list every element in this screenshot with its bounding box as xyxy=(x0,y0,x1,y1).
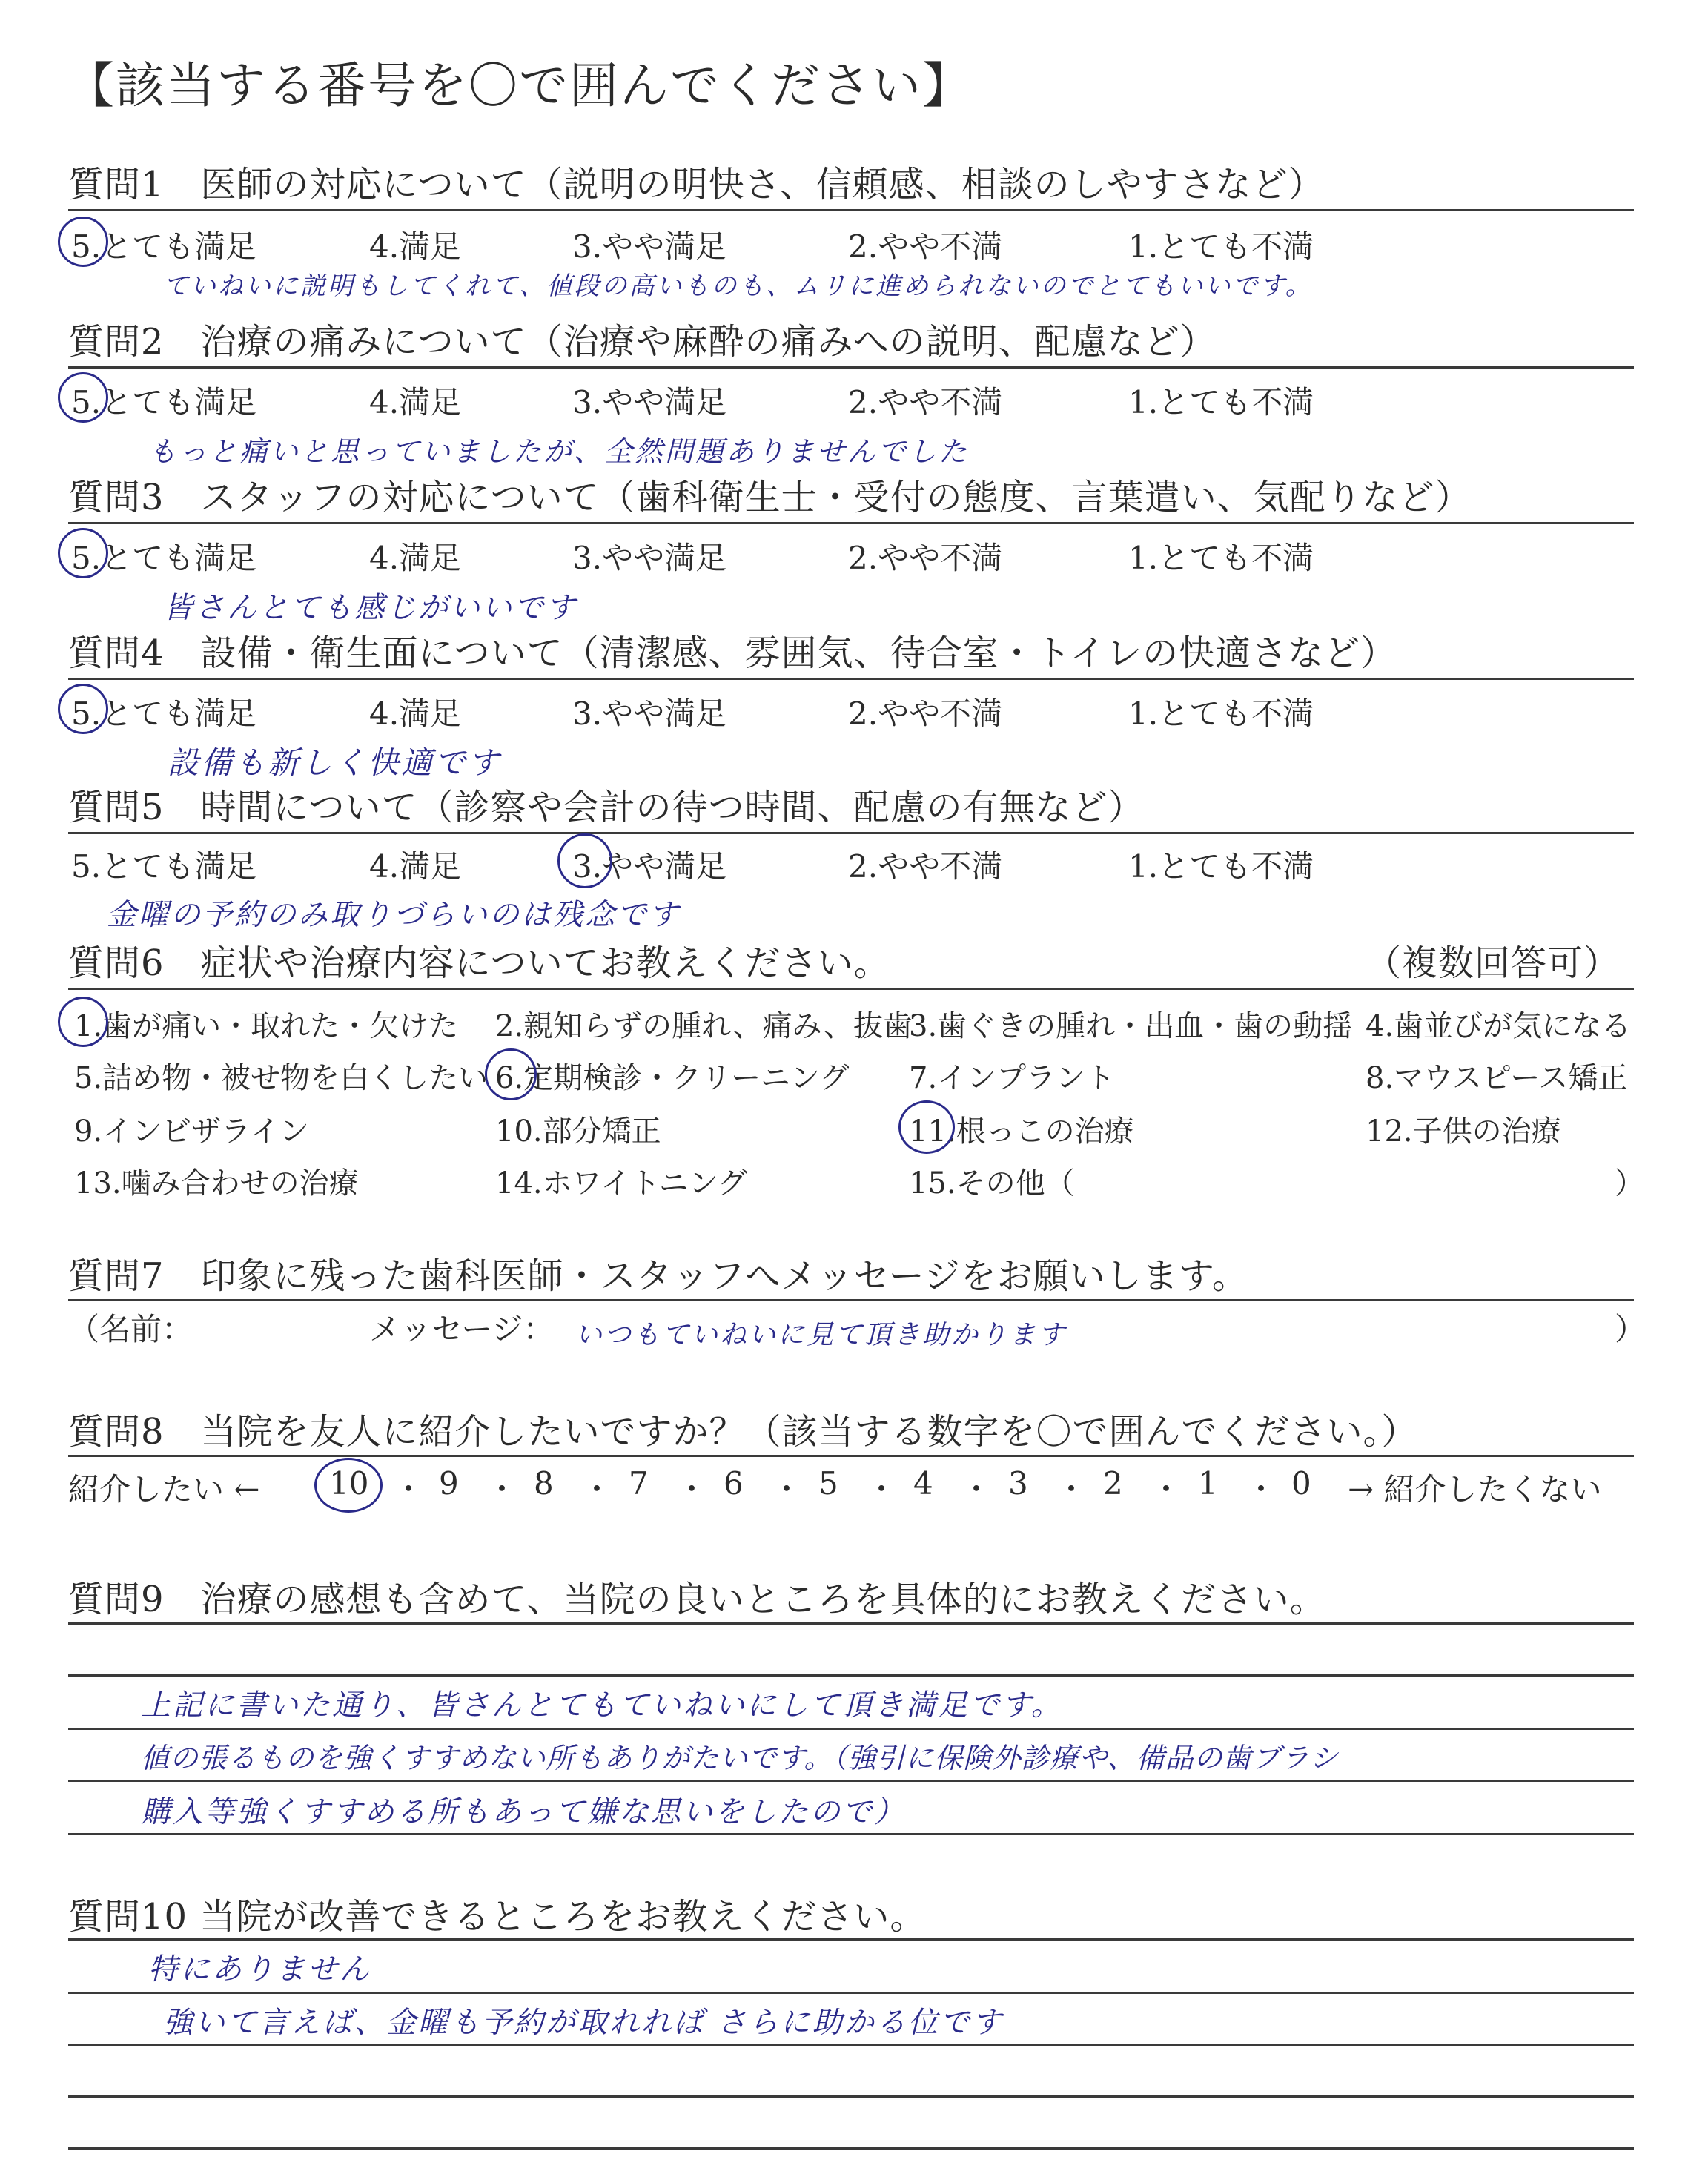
q1-selection-circle xyxy=(58,217,108,267)
q9-answer-line-1: 上記に書いた通り、皆さんとてもていねいにして頂き満足です。 xyxy=(141,1688,1063,1723)
q5-option-2[interactable]: 2.やや不満 xyxy=(848,848,1003,885)
q5-option-4[interactable]: 4.満足 xyxy=(369,848,462,885)
q3-selection-circle xyxy=(58,528,108,578)
q9-rule-4 xyxy=(68,1780,1634,1782)
q3-comment: 皆さんとても感じがいいです xyxy=(163,591,577,625)
q1-option-2[interactable]: 2.やや不満 xyxy=(848,228,1003,265)
q8-separator: ・ xyxy=(581,1471,613,1507)
q2-divider xyxy=(68,366,1634,369)
q4-divider xyxy=(68,678,1634,680)
q8-option-2[interactable]: 2 xyxy=(1103,1465,1123,1502)
q2-option-3[interactable]: 3.やや満足 xyxy=(572,384,727,420)
q2-comment: もっと痛いと思っていましたが、全然問題ありませんでした xyxy=(148,435,970,468)
q2-option-1[interactable]: 1.とても不満 xyxy=(1128,384,1314,420)
q4-option-5[interactable]: 5.とても満足 xyxy=(71,696,257,732)
page-title: 【該当する番号を〇で囲んでください】 xyxy=(65,57,973,114)
q8-option-3[interactable]: 3 xyxy=(1008,1465,1028,1502)
q8-separator: ・ xyxy=(1245,1471,1277,1507)
q3-option-5[interactable]: 5.とても満足 xyxy=(71,540,257,576)
q10-rule-2 xyxy=(68,1992,1634,1994)
q7-divider xyxy=(68,1299,1634,1301)
q5-option-1[interactable]: 1.とても不満 xyxy=(1128,848,1314,885)
q10-heading: 質問10 当院が改善できるところをお教えください。 xyxy=(68,1896,927,1938)
q6-option-11[interactable]: 11.根っこの治療 xyxy=(909,1114,1134,1149)
q8-separator: ・ xyxy=(1151,1471,1182,1507)
q10-rule-1 xyxy=(68,1938,1634,1941)
q2-option-4[interactable]: 4.満足 xyxy=(369,384,462,420)
q10-rule-5 xyxy=(68,2147,1634,2150)
q7-message-text[interactable]: いつもていねいに見て頂き助かります xyxy=(575,1320,1068,1350)
q6-option-15[interactable]: 15.その他（ xyxy=(909,1166,1075,1200)
q6-option-10[interactable]: 10.部分矯正 xyxy=(495,1114,661,1149)
q8-divider xyxy=(68,1455,1634,1457)
q8-option-7[interactable]: 7 xyxy=(629,1465,649,1502)
q6-option-14[interactable]: 14.ホワイトニング xyxy=(495,1166,748,1200)
q6-option-13[interactable]: 13.噛み合わせの治療 xyxy=(74,1166,359,1200)
q5-divider xyxy=(68,832,1634,834)
q7-message-label: メッセージ： xyxy=(369,1311,555,1347)
q4-option-2[interactable]: 2.やや不満 xyxy=(848,696,1003,732)
q9-rule-5 xyxy=(68,1833,1634,1835)
q4-selection-circle xyxy=(58,684,108,734)
q10-rule-4 xyxy=(68,2095,1634,2098)
q1-option-1[interactable]: 1.とても不満 xyxy=(1128,228,1314,265)
q1-heading: 質問1 医師の対応について（説明の明快さ、信頼感、相談のしやすさなど） xyxy=(68,164,1325,205)
q1-comment: ていねいに説明もしてくれて、値段の高いものも、ムリに進められないのでとてもいいです。 xyxy=(163,271,1313,301)
q2-option-5[interactable]: 5.とても満足 xyxy=(71,384,257,420)
q6-option-5[interactable]: 5.詰め物・被せ物を白くしたい xyxy=(74,1061,489,1095)
q6-option-12[interactable]: 12.子供の治療 xyxy=(1366,1114,1561,1149)
q6-option-6[interactable]: 6.定期検診・クリーニング xyxy=(495,1061,850,1095)
q5-comment: 金曜の予約のみ取りづらいのは残念です xyxy=(107,898,681,932)
q8-right-label: → 紹介したくない xyxy=(1348,1471,1602,1507)
q7-heading: 質問7 印象に残った歯科医師・スタッフへメッセージをお願いします。 xyxy=(68,1255,1248,1297)
q8-separator: ・ xyxy=(866,1471,898,1507)
q6-heading: 質問6 症状や治療内容についてお教えください。 xyxy=(68,942,890,984)
q4-option-1[interactable]: 1.とても不満 xyxy=(1128,696,1314,732)
q6-option-9[interactable]: 9.インビザライン xyxy=(74,1114,309,1149)
q2-selection-circle xyxy=(58,372,108,423)
q7-name-label: （名前： xyxy=(68,1311,193,1347)
q3-heading: 質問3 スタッフの対応について（歯科衛生士・受付の態度、言葉遣い、気配りなど） xyxy=(68,477,1472,518)
q6-option-3[interactable]: 3.歯ぐきの腫れ・出血・歯の動揺 xyxy=(909,1009,1353,1043)
q1-option-3[interactable]: 3.やや満足 xyxy=(572,228,727,265)
q8-left-label: 紹介したい ← xyxy=(68,1471,260,1507)
q2-heading: 質問2 治療の痛みについて（治療や麻酔の痛みへの説明、配慮など） xyxy=(68,321,1217,363)
q8-selection-circle xyxy=(314,1458,383,1513)
q9-answer-line-3: 購入等強くすすめる所もあって嫌な思いをしたので） xyxy=(141,1795,906,1829)
q7-close-paren: ） xyxy=(1615,1311,1646,1347)
q8-option-6[interactable]: 6 xyxy=(724,1465,744,1502)
q5-option-3[interactable]: 3.やや満足 xyxy=(572,848,727,885)
q3-option-4[interactable]: 4.満足 xyxy=(369,540,462,576)
q8-separator: ・ xyxy=(961,1471,993,1507)
q8-option-9[interactable]: 9 xyxy=(439,1465,459,1502)
q8-option-10[interactable]: 10 xyxy=(329,1465,369,1502)
q1-option-4[interactable]: 4.満足 xyxy=(369,228,462,265)
q6-option-8[interactable]: 8.マウスピース矯正 xyxy=(1366,1061,1628,1095)
q9-rule-2 xyxy=(68,1674,1634,1677)
q9-rule-3 xyxy=(68,1728,1634,1730)
q10-rule-3 xyxy=(68,2044,1634,2046)
q1-divider xyxy=(68,209,1634,211)
q9-heading: 質問9 治療の感想も含めて、当院の良いところを具体的にお教えください。 xyxy=(68,1579,1326,1620)
q6-option-4[interactable]: 4.歯並びが気になる xyxy=(1366,1009,1632,1043)
q8-option-8[interactable]: 8 xyxy=(534,1465,554,1502)
q3-option-3[interactable]: 3.やや満足 xyxy=(572,540,727,576)
q6-other-close-paren: ） xyxy=(1615,1166,1644,1200)
q6-multiple-answer-note: （複数回答可） xyxy=(1366,942,1621,984)
q8-separator: ・ xyxy=(771,1471,803,1507)
q8-separator: ・ xyxy=(393,1471,425,1507)
q6-selection-circle-6 xyxy=(485,1048,537,1100)
q8-option-5[interactable]: 5 xyxy=(818,1465,838,1502)
q5-heading: 質問5 時間について（診察や会計の待つ時間、配慮の有無など） xyxy=(68,787,1145,828)
q10-answer-line-2: 強いて言えば、金曜も予約が取れれば さらに助かる位です xyxy=(163,2006,1004,2040)
q6-option-2[interactable]: 2.親知らずの腫れ、痛み、抜歯 xyxy=(495,1009,913,1043)
q2-option-2[interactable]: 2.やや不満 xyxy=(848,384,1003,420)
q8-separator: ・ xyxy=(676,1471,708,1507)
q5-option-5[interactable]: 5.とても満足 xyxy=(71,848,257,885)
q8-heading: 質問8 当院を友人に紹介したいですか？（該当する数字を〇で囲んでください。） xyxy=(68,1411,1418,1453)
q8-option-4[interactable]: 4 xyxy=(913,1465,933,1502)
q5-selection-circle xyxy=(557,833,612,888)
q6-option-7[interactable]: 7.インプラント xyxy=(909,1061,1116,1095)
q10-answer-line-1: 特にありません xyxy=(148,1952,371,1986)
q6-option-1[interactable]: 1.歯が痛い・取れた・欠けた xyxy=(74,1009,459,1043)
q3-option-1[interactable]: 1.とても不満 xyxy=(1128,540,1314,576)
q8-option-0[interactable]: 0 xyxy=(1291,1465,1311,1502)
q1-option-5[interactable]: 5.とても満足 xyxy=(71,228,257,265)
q9-rule-1 xyxy=(68,1622,1634,1625)
q8-option-1[interactable]: 1 xyxy=(1198,1465,1218,1502)
q6-selection-circle-11 xyxy=(898,1100,955,1154)
q4-comment: 設備も新しく快適です xyxy=(168,744,502,781)
q8-separator: ・ xyxy=(1056,1471,1088,1507)
q3-divider xyxy=(68,522,1634,524)
q3-option-2[interactable]: 2.やや不満 xyxy=(848,540,1003,576)
q4-option-3[interactable]: 3.やや満足 xyxy=(572,696,727,732)
q6-divider xyxy=(68,988,1634,990)
q9-answer-line-2: 値の張るものを強くすすめない所もありがたいです。（強引に保険外診療や、備品の歯ブラシ xyxy=(141,1742,1339,1774)
q6-selection-circle-1 xyxy=(58,997,108,1047)
q4-option-4[interactable]: 4.満足 xyxy=(369,696,462,732)
q8-separator: ・ xyxy=(486,1471,518,1507)
q4-heading: 質問4 設備・衛生面について（清潔感、雰囲気、待合室・トイレの快適さなど） xyxy=(68,633,1397,674)
